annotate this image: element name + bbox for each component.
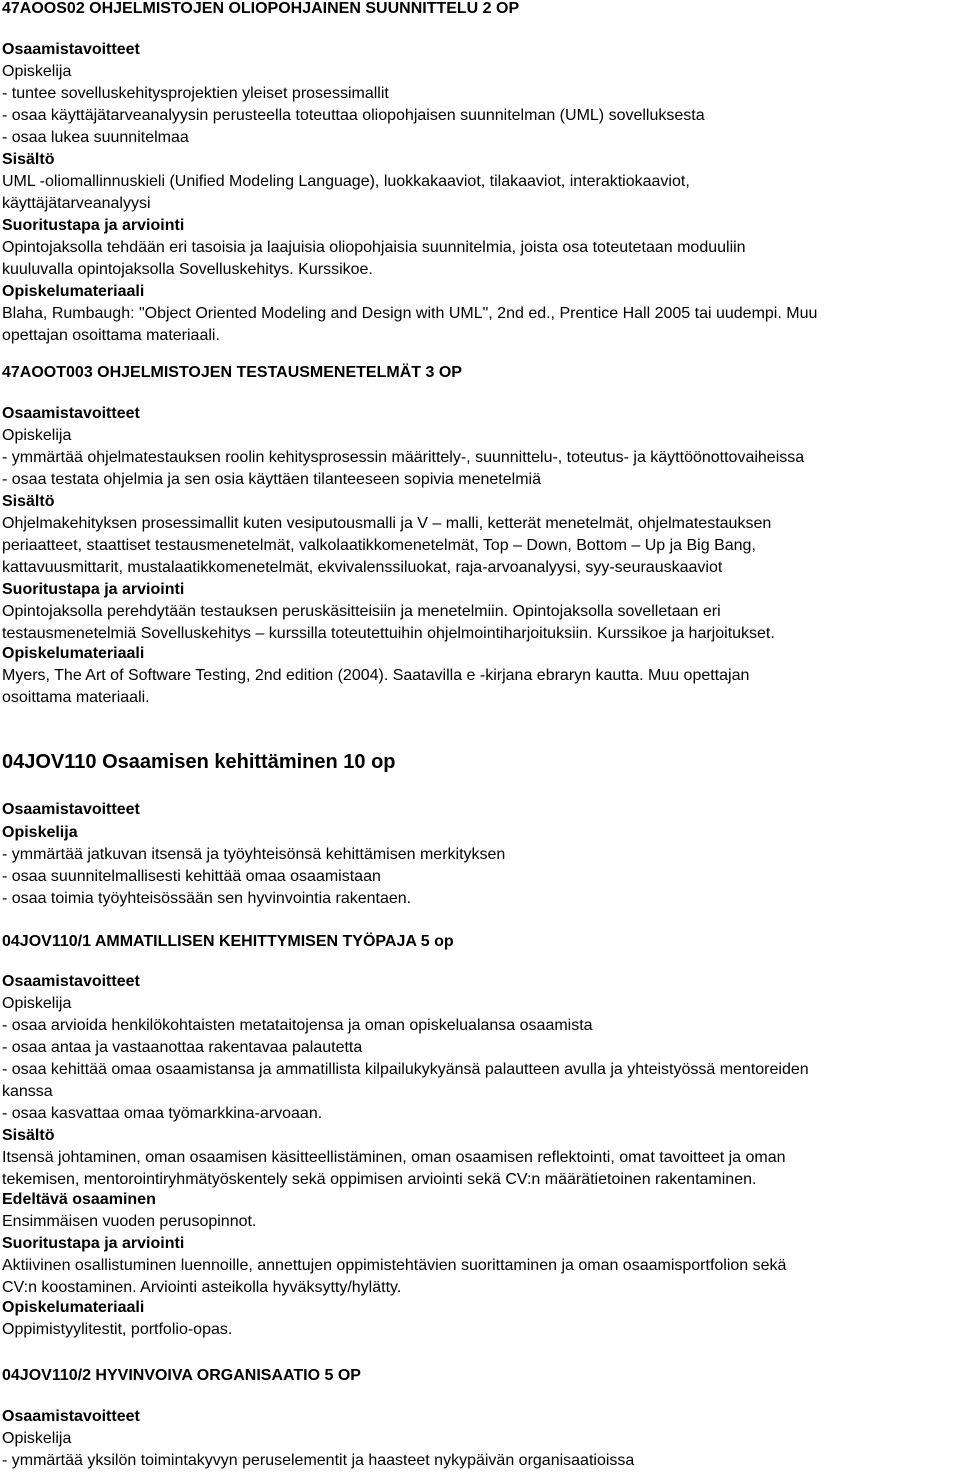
goal-item: - osaa arvioida henkilökohtaisten metataitojensa ja oman opiskelualansa osaamista: [2, 1017, 593, 1034]
prerequisite-text: Ensimmäisen vuoden perusopinnot.: [2, 1213, 257, 1230]
heading-osaamistavoitteet: Osaamistavoitteet: [2, 973, 140, 990]
material-text: osoittama materiaali.: [2, 689, 150, 706]
assessment-text: Opintojaksolla perehdytään testauksen peruskäsitteisiin ja menetelmiin. Opintojaksolla sovelletaan eri: [2, 603, 721, 620]
content-text: käyttäjätarveanalyysi: [2, 195, 151, 212]
module-title: 04JOV110 Osaamisen kehittäminen 10 op: [2, 751, 396, 773]
material-text: Blaha, Rumbaugh: "Object Oriented Modeling and Design with UML", 2nd ed., Prentice Hall 2005 tai uudempi. Muu: [2, 305, 818, 322]
goal-item: kanssa: [2, 1083, 53, 1100]
material-text: opettajan osoittama materiaali.: [2, 327, 220, 344]
course-title: 04JOV110/2 HYVINVOIVA ORGANISAATIO 5 OP: [2, 1367, 361, 1384]
heading-suoritustapa: Suoritustapa ja arviointi: [2, 217, 185, 234]
course-title: 04JOV110/1 AMMATILLISEN KEHITTYMISEN TYÖPAJA 5 op: [2, 933, 454, 950]
content-text: tekemisen, mentorointiryhmätyöskentely sekä oppimisen arviointi sekä CV:n määrätietoinen rakentaminen.: [2, 1171, 757, 1188]
opiskelija-label: Opiskelija: [2, 427, 72, 444]
opiskelija-label: Opiskelija: [2, 63, 72, 80]
goal-item: - ymmärtää ohjelmatestauksen roolin kehitysprosessin määrittely-, suunnittelu-, toteutus- ja käyttöönottovaiheissa: [2, 449, 805, 466]
assessment-text: Aktiivinen osallistuminen luennoille, annettujen oppimistehtävien suorittaminen ja oman osaamisportfolion sekä: [2, 1257, 787, 1274]
goal-item: - ymmärtää yksilön toimintakyvyn peruselementit ja haasteet nykypäivän organisaatioissa: [2, 1452, 635, 1469]
material-text: Oppimistyylitestit, portfolio-opas.: [2, 1321, 233, 1338]
assessment-text: Opintojaksolla tehdään eri tasoisia ja laajuisia oliopohjaisia suunnitelmia, joista osa toteutetaan moduuliin: [2, 239, 746, 256]
assessment-text: testausmenetelmiä Sovelluskehitys – kurssilla toteutettuihin ohjelmointiharjoituksiin. Kurssikoe ja harjoitukset.: [2, 625, 775, 642]
heading-osaamistavoitteet: Osaamistavoitteet: [2, 801, 140, 818]
course-title: 47AOOS02 OHJELMISTOJEN OLIOPOHJAINEN SUUNNITTELU 2 OP: [2, 0, 520, 17]
goal-item: - osaa käyttäjätarveanalyysin perusteella toteuttaa oliopohjaisen suunnitelman (UML) sovelluksesta: [2, 107, 705, 124]
assessment-text: CV:n koostaminen. Arviointi asteikolla hyväksytty/hylätty.: [2, 1279, 402, 1296]
assessment-text: kuuluvalla opintojaksolla Sovelluskehitys. Kurssikoe.: [2, 261, 373, 278]
goal-item: - tuntee sovelluskehitysprojektien yleiset prosessimallit: [2, 85, 389, 102]
content-text: UML -oliomallinnuskieli (Unified Modeling Language), luokkakaaviot, tilakaaviot, interaktiokaaviot,: [2, 173, 690, 190]
goal-item: - osaa antaa ja vastaanottaa rakentavaa palautetta: [2, 1039, 363, 1056]
goal-item: - osaa suunnitelmallisesti kehittää omaa osaamistaan: [2, 868, 381, 885]
content-text: Itsensä johtaminen, oman osaamisen käsitteellistäminen, oman osaamisen reflektointi, omat tavoitteet ja oman: [2, 1149, 786, 1166]
opiskelija-label: Opiskelija: [2, 824, 78, 841]
course-title: 47AOOT003 OHJELMISTOJEN TESTAUSMENETELMÄT 3 OP: [2, 364, 462, 381]
material-text: Myers, The Art of Software Testing, 2nd edition (2004). Saatavilla e -kirjana ebraryn kautta. Muu opettajan: [2, 667, 750, 684]
goal-item: - osaa kehittää omaa osaamistansa ja ammatillista kilpailukykyänsä palautteen avulla ja yhteistyössä mentoreiden: [2, 1061, 809, 1078]
heading-sisalto: Sisältö: [2, 1127, 55, 1144]
content-text: Ohjelmakehityksen prosessimallit kuten vesiputousmalli ja V – malli, ketterät menetelmät, ohjelmatestauksen: [2, 515, 772, 532]
content-text: kattavuusmittarit, mustalaatikkomenetelmät, ekvivalenssiluokat, raja-arvoanalyysi, syy-seurauskaaviot: [2, 559, 723, 576]
goal-item: - osaa toimia työyhteisössään sen hyvinvointia rakentaen.: [2, 890, 412, 907]
goal-item: - ymmärtää jatkuvan itsensä ja työyhteisönsä kehittämisen merkityksen: [2, 846, 506, 863]
goal-item: - osaa lukea suunnitelmaa: [2, 129, 189, 146]
heading-opiskelumateriaali: Opiskelumateriaali: [2, 1299, 145, 1316]
heading-osaamistavoitteet: Osaamistavoitteet: [2, 1408, 140, 1425]
goal-item: - osaa testata ohjelmia ja sen osia käyttäen tilanteeseen sopivia menetelmiä: [2, 471, 541, 488]
heading-sisalto: Sisältö: [2, 151, 55, 168]
heading-opiskelumateriaali: Opiskelumateriaali: [2, 283, 145, 300]
content-text: periaatteet, staattiset testausmenetelmät, valkolaatikkomenetelmät, Top – Down, Bottom – Up ja Big Bang,: [2, 537, 756, 554]
opiskelija-label: Opiskelija: [2, 1430, 72, 1447]
heading-osaamistavoitteet: Osaamistavoitteet: [2, 41, 140, 58]
opiskelija-label: Opiskelija: [2, 995, 72, 1012]
heading-sisalto: Sisältö: [2, 493, 55, 510]
goal-item: - osaa kasvattaa omaa työmarkkina-arvoaan.: [2, 1105, 323, 1122]
heading-suoritustapa: Suoritustapa ja arviointi: [2, 581, 185, 598]
heading-edeltava-osaaminen: Edeltävä osaaminen: [2, 1191, 156, 1208]
heading-opiskelumateriaali: Opiskelumateriaali: [2, 645, 145, 662]
heading-osaamistavoitteet: Osaamistavoitteet: [2, 405, 140, 422]
heading-suoritustapa: Suoritustapa ja arviointi: [2, 1235, 185, 1252]
